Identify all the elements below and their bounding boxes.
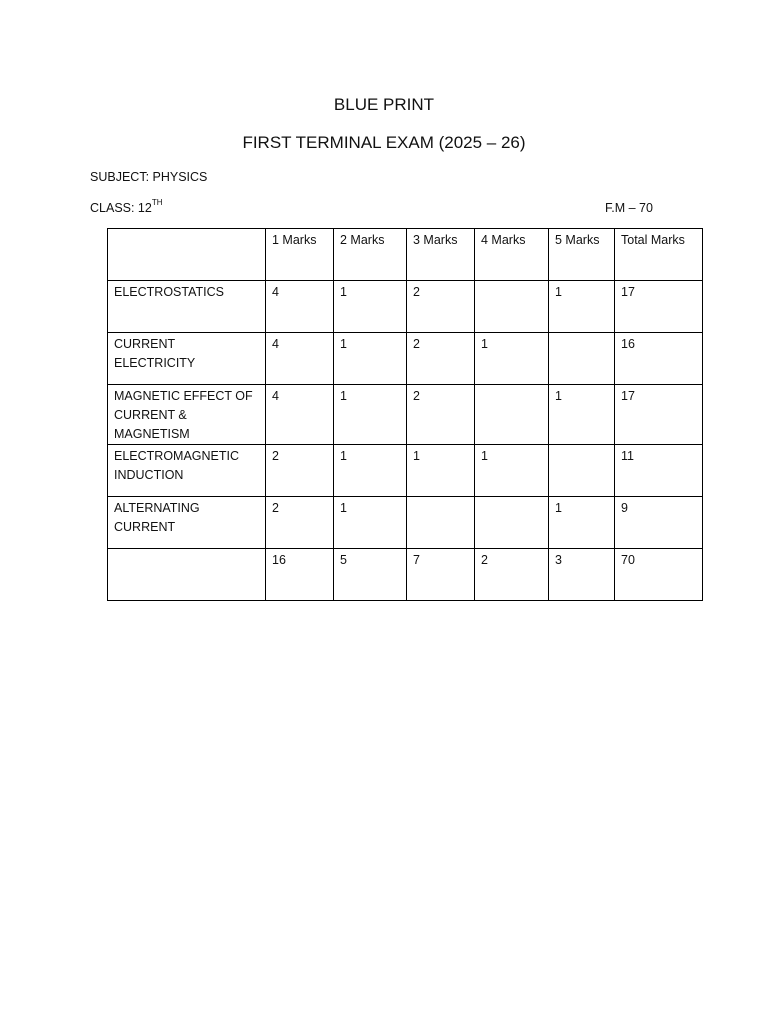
subject-line: SUBJECT: PHYSICS xyxy=(90,170,208,184)
cell-5-marks xyxy=(549,445,615,497)
topic-cell: ELECTROMAGNETIC INDUCTION xyxy=(108,445,266,497)
table-header-row xyxy=(108,229,703,281)
cell-1-marks: 4 xyxy=(266,333,334,385)
cell-5-marks xyxy=(549,333,615,385)
table-row xyxy=(108,445,703,497)
cell-2-marks: 1 xyxy=(334,497,407,549)
exam-title: FIRST TERMINAL EXAM (2025 – 26) xyxy=(242,133,526,152)
header-cell-5-marks: 5 Marks xyxy=(549,229,615,281)
cell-2-marks: 1 xyxy=(334,445,407,497)
class-suffix: TH xyxy=(151,198,163,207)
cell-3-marks: 1 xyxy=(407,445,475,497)
blueprint-table xyxy=(107,228,703,601)
class-line xyxy=(90,198,163,215)
total-2-marks: 5 xyxy=(334,549,407,601)
cell-3-marks: 2 xyxy=(407,333,475,385)
topic-cell: CURRENT ELECTRICITY xyxy=(108,333,266,385)
cell-5-marks: 1 xyxy=(549,385,615,445)
class-label: CLASS: 12 xyxy=(90,201,152,215)
cell-total-marks: 17 xyxy=(615,281,703,333)
header-cell-topic xyxy=(108,229,266,281)
cell-4-marks xyxy=(475,497,549,549)
topic-cell: ELECTROSTATICS xyxy=(108,281,266,333)
full-marks: F.M – 70 xyxy=(605,201,653,215)
document-title: BLUE PRINT xyxy=(333,95,435,114)
total-3-marks: 7 xyxy=(407,549,475,601)
cell-total-marks: 17 xyxy=(615,385,703,445)
total-1-marks: 16 xyxy=(266,549,334,601)
header-cell-3-marks: 3 Marks xyxy=(407,229,475,281)
grand-total: 70 xyxy=(615,549,703,601)
cell-4-marks: 1 xyxy=(475,333,549,385)
cell-total-marks: 9 xyxy=(615,497,703,549)
cell-1-marks: 4 xyxy=(266,281,334,333)
cell-1-marks: 2 xyxy=(266,445,334,497)
totals-label-cell xyxy=(108,549,266,601)
cell-total-marks: 16 xyxy=(615,333,703,385)
cell-1-marks: 2 xyxy=(266,497,334,549)
total-4-marks: 2 xyxy=(475,549,549,601)
cell-4-marks xyxy=(475,281,549,333)
table-row xyxy=(108,385,703,445)
cell-3-marks: 2 xyxy=(407,281,475,333)
cell-5-marks: 1 xyxy=(549,497,615,549)
table-row xyxy=(108,333,703,385)
header-cell-2-marks: 2 Marks xyxy=(334,229,407,281)
cell-3-marks: 2 xyxy=(407,385,475,445)
cell-1-marks: 4 xyxy=(266,385,334,445)
total-5-marks: 3 xyxy=(549,549,615,601)
header-cell-4-marks: 4 Marks xyxy=(475,229,549,281)
table-row xyxy=(108,497,703,549)
cell-5-marks: 1 xyxy=(549,281,615,333)
cell-4-marks xyxy=(475,385,549,445)
cell-4-marks: 1 xyxy=(475,445,549,497)
cell-3-marks xyxy=(407,497,475,549)
cell-2-marks: 1 xyxy=(334,281,407,333)
totals-row xyxy=(108,549,703,601)
table-row xyxy=(108,281,703,333)
topic-cell: MAGNETIC EFFECT OF CURRENT & MAGNETISM xyxy=(108,385,266,445)
cell-2-marks: 1 xyxy=(334,333,407,385)
header-cell-total-marks: Total Marks xyxy=(615,229,703,281)
header-cell-1-marks: 1 Marks xyxy=(266,229,334,281)
topic-cell: ALTERNATING CURRENT xyxy=(108,497,266,549)
cell-total-marks: 11 xyxy=(615,445,703,497)
cell-2-marks: 1 xyxy=(334,385,407,445)
